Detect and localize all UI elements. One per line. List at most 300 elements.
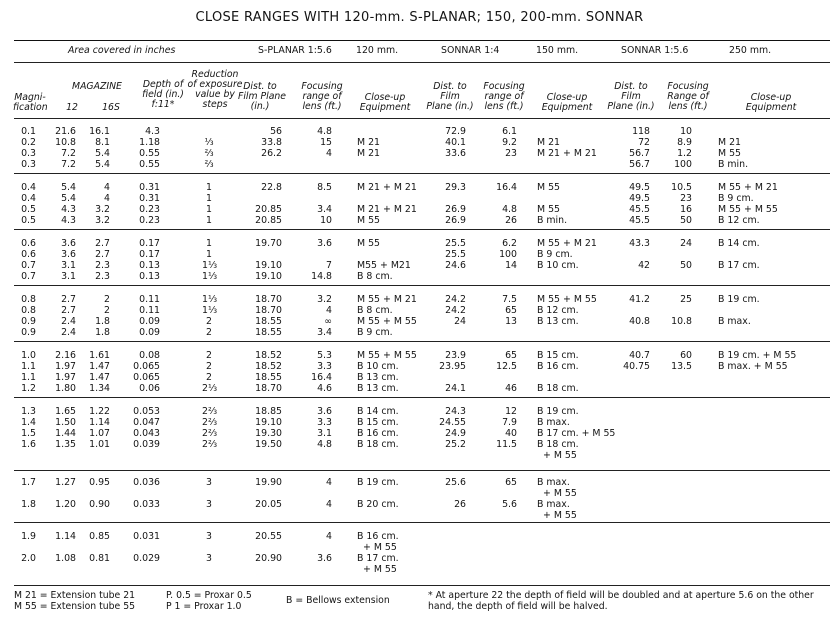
- column-header-focus2: Focusing range of lens (ft.): [483, 81, 525, 112]
- cell-focus-sonnar56: 50: [680, 260, 692, 271]
- legend-p05: P. 0.5 = Proxar 0.5: [166, 590, 252, 601]
- cell-closeup-splanar: B 8 cm.: [357, 305, 393, 316]
- cell-closeup-splanar: + M 55: [363, 564, 397, 575]
- column-header-mag16s: 16S: [102, 102, 120, 113]
- cell-area-12: 1.44: [55, 428, 76, 439]
- cell-dist-sonnar56: 43.3: [629, 238, 650, 249]
- column-header-dist1: Dist. to Film Plane (in.): [238, 81, 287, 112]
- cell-area-16s: 3.2: [95, 215, 110, 226]
- cell-dist-splanar: 20.85: [255, 204, 282, 215]
- cell-closeup-sonnar4: + M 55: [543, 510, 577, 521]
- cell-reduction: 2: [206, 361, 212, 372]
- cell-mag: 0.8: [21, 294, 36, 305]
- cell-area-12: 1.65: [55, 406, 76, 417]
- cell-reduction: 1: [206, 193, 212, 204]
- cell-dist-sonnar4: 23.95: [439, 361, 466, 372]
- cell-area-16s: 4: [104, 182, 110, 193]
- cell-focus-splanar: 4: [326, 531, 332, 542]
- cell-closeup-sonnar4: B 16 cm.: [537, 361, 579, 372]
- cell-reduction: 1: [206, 215, 212, 226]
- cell-area-16s: 0.81: [89, 553, 110, 564]
- cell-focus-sonnar4: 12.5: [496, 361, 517, 372]
- cell-dist-sonnar4: 26.9: [445, 215, 466, 226]
- cell-closeup-sonnar4: B 13 cm.: [537, 316, 579, 327]
- cell-closeup-sonnar56: B min.: [718, 159, 749, 170]
- cell-dist-sonnar4: 23.9: [445, 350, 466, 361]
- cell-area-12: 1.20: [55, 499, 76, 510]
- cell-dist-sonnar4: 24.6: [445, 260, 466, 271]
- cell-depth: 0.036: [133, 477, 160, 488]
- cell-closeup-splanar: M 21 + M 21: [357, 204, 417, 215]
- cell-mag: 0.9: [21, 327, 36, 338]
- cell-mag: 1.0: [21, 350, 36, 361]
- cell-area-12: 1.14: [55, 531, 76, 542]
- cell-closeup-splanar: M 55 + M 21: [357, 294, 417, 305]
- cell-closeup-splanar: M 55: [357, 238, 380, 249]
- cell-depth: 0.31: [139, 182, 160, 193]
- cell-focus-splanar: 5.3: [317, 350, 332, 361]
- cell-dist-sonnar56: 40.8: [629, 316, 650, 327]
- cell-focus-splanar: 3.2: [317, 294, 332, 305]
- cell-dist-sonnar4: 26.9: [445, 204, 466, 215]
- cell-focus-sonnar56: 16: [680, 204, 692, 215]
- cell-depth: 0.031: [133, 531, 160, 542]
- cell-closeup-splanar: B 9 cm.: [357, 327, 393, 338]
- cell-focus-sonnar4: 11.5: [496, 439, 517, 450]
- cell-reduction: 2⅔: [202, 439, 218, 450]
- cell-reduction: 3: [206, 499, 212, 510]
- cell-focus-splanar: 16.4: [311, 372, 332, 383]
- column-header-magnification: Magni- fication: [13, 92, 48, 113]
- cell-area-16s: 1.61: [89, 350, 110, 361]
- cell-area-12: 4.3: [61, 204, 76, 215]
- cell-depth: 0.039: [133, 439, 160, 450]
- cell-area-16s: 16.1: [89, 126, 110, 137]
- cell-closeup-sonnar4: B max.: [537, 477, 570, 488]
- cell-dist-splanar: 18.52: [255, 361, 282, 372]
- cell-reduction: 2: [206, 372, 212, 383]
- cell-area-12: 1.97: [55, 361, 76, 372]
- legend-p1: P 1 = Proxar 1.0: [166, 601, 242, 612]
- cell-dist-sonnar4: 26: [454, 499, 466, 510]
- cell-area-12: 2.4: [61, 316, 76, 327]
- cell-mag: 0.8: [21, 305, 36, 316]
- cell-mag: 0.7: [21, 271, 36, 282]
- cell-focus-sonnar4: 12: [505, 406, 517, 417]
- cell-dist-sonnar4: 24.9: [445, 428, 466, 439]
- cell-focus-sonnar4: 7.9: [502, 417, 517, 428]
- cell-dist-sonnar4: 33.6: [445, 148, 466, 159]
- cell-closeup-splanar: B 10 cm.: [357, 361, 399, 372]
- cell-closeup-sonnar4: M 55: [537, 182, 560, 193]
- cell-mag: 1.6: [21, 439, 36, 450]
- cell-focus-sonnar4: 6.2: [502, 238, 517, 249]
- cell-dist-sonnar4: 40.1: [445, 137, 466, 148]
- cell-area-16s: 0.95: [89, 477, 110, 488]
- cell-closeup-splanar: B 19 cm.: [357, 477, 399, 488]
- cell-area-16s: 1.8: [95, 316, 110, 327]
- cell-focus-splanar: 3.6: [317, 406, 332, 417]
- cell-area-16s: 1.8: [95, 327, 110, 338]
- cell-dist-splanar: 20.05: [255, 499, 282, 510]
- group-separator: [14, 397, 830, 398]
- cell-focus-splanar: 3.4: [317, 204, 332, 215]
- cell-reduction: 2⅓: [202, 383, 218, 394]
- column-header-focus3: Focusing Range of lens (ft.): [667, 81, 709, 112]
- cell-mag: 1.8: [21, 499, 36, 510]
- cell-focus-splanar: 3.3: [317, 361, 332, 372]
- cell-area-12: 5.4: [61, 193, 76, 204]
- cell-focus-sonnar4: 26: [505, 215, 517, 226]
- cell-focus-splanar: 4: [326, 499, 332, 510]
- cell-focus-sonnar4: 23: [505, 148, 517, 159]
- cell-focus-splanar: 15: [320, 137, 332, 148]
- cell-mag: 0.1: [21, 126, 36, 137]
- cell-focus-sonnar4: 16.4: [496, 182, 517, 193]
- cell-reduction: 2⅔: [202, 428, 218, 439]
- cell-depth: 0.065: [133, 372, 160, 383]
- cell-depth: 0.55: [139, 148, 160, 159]
- cell-reduction: 1⅓: [202, 260, 218, 271]
- cell-dist-splanar: 33.8: [261, 137, 282, 148]
- cell-mag: 0.4: [21, 193, 36, 204]
- cell-closeup-sonnar4: M 55: [537, 204, 560, 215]
- cell-dist-sonnar4: 24.1: [445, 383, 466, 394]
- cell-dist-splanar: 18.85: [255, 406, 282, 417]
- cell-mag: 0.5: [21, 204, 36, 215]
- cell-closeup-sonnar4: B max.: [537, 417, 570, 428]
- cell-focus-sonnar4: 65: [505, 305, 517, 316]
- cell-area-16s: 1.07: [89, 428, 110, 439]
- cell-depth: 1.18: [139, 137, 160, 148]
- cell-dist-splanar: 19.10: [255, 417, 282, 428]
- cell-dist-splanar: 19.10: [255, 271, 282, 282]
- cell-mag: 1.1: [21, 372, 36, 383]
- cell-closeup-sonnar4: B min.: [537, 215, 568, 226]
- cell-closeup-splanar: M 55 + M 55: [357, 316, 417, 327]
- cell-closeup-sonnar56: B 9 cm.: [718, 193, 754, 204]
- cell-depth: 4.3: [145, 126, 160, 137]
- cell-closeup-sonnar4: B 19 cm.: [537, 406, 579, 417]
- cell-area-12: 3.6: [61, 238, 76, 249]
- cell-closeup-sonnar4: B 17 cm. + M 55: [537, 428, 616, 439]
- cell-focus-splanar: 4: [326, 305, 332, 316]
- splanar-focal-header: 120 mm.: [356, 45, 399, 56]
- cell-area-16s: 1.47: [89, 361, 110, 372]
- cell-area-12: 10.8: [55, 137, 76, 148]
- sonnar56-focal-header: 250 mm.: [729, 45, 772, 56]
- cell-focus-sonnar56: 10: [680, 126, 692, 137]
- cell-area-12: 2.7: [61, 305, 76, 316]
- cell-mag: 0.5: [21, 215, 36, 226]
- cell-depth: 0.09: [139, 327, 160, 338]
- cell-reduction: 1: [206, 249, 212, 260]
- cell-focus-sonnar56: 10.5: [671, 182, 692, 193]
- cell-closeup-sonnar56: M 55: [718, 148, 741, 159]
- column-header-closeup2: Close-up Equipment: [541, 92, 593, 113]
- cell-dist-splanar: 18.55: [255, 327, 282, 338]
- cell-focus-sonnar56: 60: [680, 350, 692, 361]
- cell-depth: 0.11: [139, 305, 160, 316]
- cell-dist-sonnar4: 24.55: [439, 417, 466, 428]
- cell-focus-splanar: 3.1: [317, 428, 332, 439]
- cell-depth: 0.09: [139, 316, 160, 327]
- footnote: * At aperture 22 the depth of field will be doubled and at aperture 5.6 on the other hand, the depth of field will be halved.: [428, 590, 814, 612]
- cell-area-16s: 1.47: [89, 372, 110, 383]
- cell-area-16s: 3.2: [95, 204, 110, 215]
- cell-dist-splanar: 19.10: [255, 260, 282, 271]
- cell-area-12: 3.6: [61, 249, 76, 260]
- cell-closeup-splanar: M 21: [357, 137, 380, 148]
- cell-mag: 1.1: [21, 361, 36, 372]
- cell-focus-sonnar56: 8.9: [677, 137, 692, 148]
- cell-area-16s: 5.4: [95, 148, 110, 159]
- cell-dist-sonnar4: 24.3: [445, 406, 466, 417]
- cell-area-16s: 2.3: [95, 271, 110, 282]
- cell-area-12: 1.80: [55, 383, 76, 394]
- cell-focus-splanar: 7: [326, 260, 332, 271]
- cell-focus-sonnar4: 9.2: [502, 137, 517, 148]
- cell-dist-splanar: 26.2: [261, 148, 282, 159]
- cell-closeup-splanar: B 20 cm.: [357, 499, 399, 510]
- cell-dist-sonnar4: 25.6: [445, 477, 466, 488]
- cell-dist-sonnar56: 72: [638, 137, 650, 148]
- cell-reduction: 2⅔: [202, 417, 218, 428]
- cell-focus-sonnar4: 5.6: [502, 499, 517, 510]
- cell-mag: 1.2: [21, 383, 36, 394]
- cell-area-12: 1.35: [55, 439, 76, 450]
- cell-closeup-sonnar56: B 14 cm.: [718, 238, 760, 249]
- cell-area-12: 1.27: [55, 477, 76, 488]
- cell-depth: 0.23: [139, 215, 160, 226]
- cell-closeup-splanar: M 21: [357, 148, 380, 159]
- cell-area-16s: 4: [104, 193, 110, 204]
- cell-dist-sonnar56: 40.7: [629, 350, 650, 361]
- cell-closeup-sonnar4: B 12 cm.: [537, 305, 579, 316]
- cell-reduction: ⅔: [204, 159, 214, 170]
- cell-mag: 0.3: [21, 159, 36, 170]
- cell-reduction: 3: [206, 477, 212, 488]
- cell-closeup-sonnar56: B 19 cm. + M 55: [718, 350, 797, 361]
- cell-reduction: ⅓: [204, 137, 214, 148]
- cell-mag: 0.2: [21, 137, 36, 148]
- splanar-lens-header: S-PLANAR 1:5.6: [258, 45, 332, 56]
- cell-depth: 0.043: [133, 428, 160, 439]
- cell-focus-splanar: 3.3: [317, 417, 332, 428]
- cell-depth: 0.11: [139, 294, 160, 305]
- cell-dist-sonnar56: 56.7: [629, 148, 650, 159]
- cell-closeup-sonnar56: M 21: [718, 137, 741, 148]
- cell-dist-splanar: 19.50: [255, 439, 282, 450]
- cell-reduction: 1: [206, 238, 212, 249]
- cell-closeup-sonnar4: M 55 + M 21: [537, 238, 597, 249]
- cell-mag: 0.9: [21, 316, 36, 327]
- cell-mag: 0.4: [21, 182, 36, 193]
- cell-closeup-splanar: B 16 cm.: [357, 531, 399, 542]
- group-separator: [14, 173, 830, 174]
- cell-depth: 0.23: [139, 204, 160, 215]
- cell-focus-splanar: 10: [320, 215, 332, 226]
- cell-area-16s: 2.7: [95, 249, 110, 260]
- cell-dist-splanar: 18.70: [255, 294, 282, 305]
- cell-dist-sonnar56: 45.5: [629, 204, 650, 215]
- group-separator: [14, 522, 830, 523]
- cell-reduction: 1⅓: [202, 305, 218, 316]
- column-header-rule: [14, 118, 830, 119]
- cell-focus-sonnar4: 46: [505, 383, 517, 394]
- cell-closeup-sonnar56: M 55 + M 21: [718, 182, 778, 193]
- cell-mag: 1.9: [21, 531, 36, 542]
- group-separator: [14, 341, 830, 342]
- cell-area-16s: 1.01: [89, 439, 110, 450]
- column-header-dist2: Dist. to Film Plane (in.): [426, 81, 474, 112]
- cell-dist-sonnar4: 24.2: [445, 305, 466, 316]
- cell-closeup-splanar: + M 55: [363, 542, 397, 553]
- cell-focus-splanar: 8.5: [317, 182, 332, 193]
- cell-focus-splanar: ∞: [324, 316, 332, 327]
- cell-closeup-splanar: B 17 cm.: [357, 553, 399, 564]
- cell-focus-sonnar4: 65: [505, 350, 517, 361]
- cell-dist-sonnar56: 41.2: [629, 294, 650, 305]
- sonnar4-focal-header: 150 mm.: [536, 45, 579, 56]
- cell-focus-splanar: 4.8: [317, 439, 332, 450]
- cell-closeup-sonnar56: B 19 cm.: [718, 294, 760, 305]
- cell-dist-splanar: 20.90: [255, 553, 282, 564]
- legend-m21: M 21 = Extension tube 21: [14, 590, 136, 601]
- cell-dist-splanar: 18.70: [255, 305, 282, 316]
- cell-closeup-sonnar4: B 18 cm.: [537, 383, 579, 394]
- cell-closeup-splanar: B 13 cm.: [357, 383, 399, 394]
- cell-closeup-sonnar4: M 21 + M 21: [537, 148, 597, 159]
- column-header-focus1: Focusing range of lens (ft.): [301, 81, 343, 112]
- cell-mag: 1.4: [21, 417, 36, 428]
- cell-reduction: 2: [206, 316, 212, 327]
- cell-closeup-sonnar4: M 55 + M 55: [537, 294, 597, 305]
- cell-area-12: 1.08: [55, 553, 76, 564]
- cell-focus-splanar: 4: [326, 148, 332, 159]
- cell-focus-sonnar56: 23: [680, 193, 692, 204]
- cell-dist-splanar: 20.55: [255, 531, 282, 542]
- cell-closeup-splanar: B 18 cm.: [357, 439, 399, 450]
- legend-m55: M 55 = Extension tube 55: [14, 601, 136, 612]
- cell-dist-splanar: 22.8: [261, 182, 282, 193]
- cell-closeup-sonnar4: + M 55: [543, 488, 577, 499]
- cell-focus-splanar: 4: [326, 477, 332, 488]
- cell-focus-splanar: 3.6: [317, 553, 332, 564]
- cell-area-16s: 1.14: [89, 417, 110, 428]
- cell-closeup-splanar: M55 + M21: [357, 260, 411, 271]
- cell-focus-splanar: 4.8: [317, 126, 332, 137]
- cell-mag: 0.6: [21, 238, 36, 249]
- cell-area-12: 3.1: [61, 271, 76, 282]
- cell-depth: 0.31: [139, 193, 160, 204]
- cell-closeup-splanar: M 55 + M 55: [357, 350, 417, 361]
- cell-area-12: 2.16: [55, 350, 76, 361]
- cell-closeup-sonnar56: B 17 cm.: [718, 260, 760, 271]
- cell-reduction: 1⅓: [202, 294, 218, 305]
- cell-area-16s: 1.34: [89, 383, 110, 394]
- cell-dist-sonnar56: 40.75: [623, 361, 650, 372]
- cell-depth: 0.17: [139, 238, 160, 249]
- sonnar4-lens-header: SONNAR 1:4: [441, 45, 500, 56]
- cell-closeup-splanar: B 14 cm.: [357, 406, 399, 417]
- cell-reduction: 1: [206, 182, 212, 193]
- cell-dist-splanar: 56: [270, 126, 282, 137]
- cell-dist-sonnar56: 49.5: [629, 193, 650, 204]
- cell-area-16s: 5.4: [95, 159, 110, 170]
- cell-closeup-sonnar4: B 18 cm.: [537, 439, 579, 450]
- cell-closeup-sonnar56: M 55 + M 55: [718, 204, 778, 215]
- cell-area-16s: 1.22: [89, 406, 110, 417]
- area-covered-header: Area covered in inches: [68, 45, 176, 56]
- cell-dist-sonnar4: 25.5: [445, 238, 466, 249]
- bottom-rule: [14, 585, 830, 586]
- cell-focus-sonnar4: 6.1: [502, 126, 517, 137]
- cell-area-16s: 0.90: [89, 499, 110, 510]
- cell-reduction: 2: [206, 350, 212, 361]
- cell-closeup-splanar: B 15 cm.: [357, 417, 399, 428]
- cell-closeup-sonnar4: B 10 cm.: [537, 260, 579, 271]
- cell-area-12: 1.50: [55, 417, 76, 428]
- cell-depth: 0.13: [139, 271, 160, 282]
- cell-focus-sonnar56: 100: [674, 159, 692, 170]
- cell-reduction: ⅔: [204, 148, 214, 159]
- cell-depth: 0.053: [133, 406, 160, 417]
- cell-closeup-splanar: M 55: [357, 215, 380, 226]
- group-separator: [14, 229, 830, 230]
- cell-focus-splanar: 3.6: [317, 238, 332, 249]
- cell-depth: 0.06: [139, 383, 160, 394]
- cell-area-12: 2.7: [61, 294, 76, 305]
- cell-closeup-sonnar56: B max.: [718, 316, 751, 327]
- cell-dist-sonnar56: 45.5: [629, 215, 650, 226]
- cell-mag: 2.0: [21, 553, 36, 564]
- cell-closeup-splanar: B 16 cm.: [357, 428, 399, 439]
- cell-focus-sonnar4: 14: [505, 260, 517, 271]
- cell-mag: 0.3: [21, 148, 36, 159]
- cell-focus-sonnar56: 50: [680, 215, 692, 226]
- cell-closeup-sonnar4: B max.: [537, 499, 570, 510]
- header-rule: [14, 62, 830, 63]
- cell-dist-sonnar4: 72.9: [445, 126, 466, 137]
- cell-dist-sonnar56: 49.5: [629, 182, 650, 193]
- cell-reduction: 2⅔: [202, 406, 218, 417]
- cell-closeup-splanar: B 13 cm.: [357, 372, 399, 383]
- cell-reduction: 1⅓: [202, 271, 218, 282]
- cell-closeup-sonnar4: + M 55: [543, 450, 577, 461]
- cell-depth: 0.047: [133, 417, 160, 428]
- cell-depth: 0.17: [139, 249, 160, 260]
- cell-depth: 0.033: [133, 499, 160, 510]
- column-header-depth: Depth of field (in.) f:11*: [142, 79, 184, 110]
- cell-dist-sonnar56: 56.7: [629, 159, 650, 170]
- cell-area-12: 1.97: [55, 372, 76, 383]
- cell-closeup-splanar: B 8 cm.: [357, 271, 393, 282]
- cell-depth: 0.065: [133, 361, 160, 372]
- cell-area-16s: 2: [104, 305, 110, 316]
- cell-closeup-sonnar56: B 12 cm.: [718, 215, 760, 226]
- cell-focus-sonnar4: 40: [505, 428, 517, 439]
- cell-closeup-splanar: M 21 + M 21: [357, 182, 417, 193]
- cell-depth: 0.029: [133, 553, 160, 564]
- cell-focus-sonnar56: 13.5: [671, 361, 692, 372]
- cell-area-12: 4.3: [61, 215, 76, 226]
- column-header-mag12: 12: [66, 102, 78, 113]
- cell-area-12: 2.4: [61, 327, 76, 338]
- cell-area-16s: 2: [104, 294, 110, 305]
- cell-dist-sonnar4: 24.2: [445, 294, 466, 305]
- column-header-reduction: Reduction of exposure value by steps: [187, 69, 243, 110]
